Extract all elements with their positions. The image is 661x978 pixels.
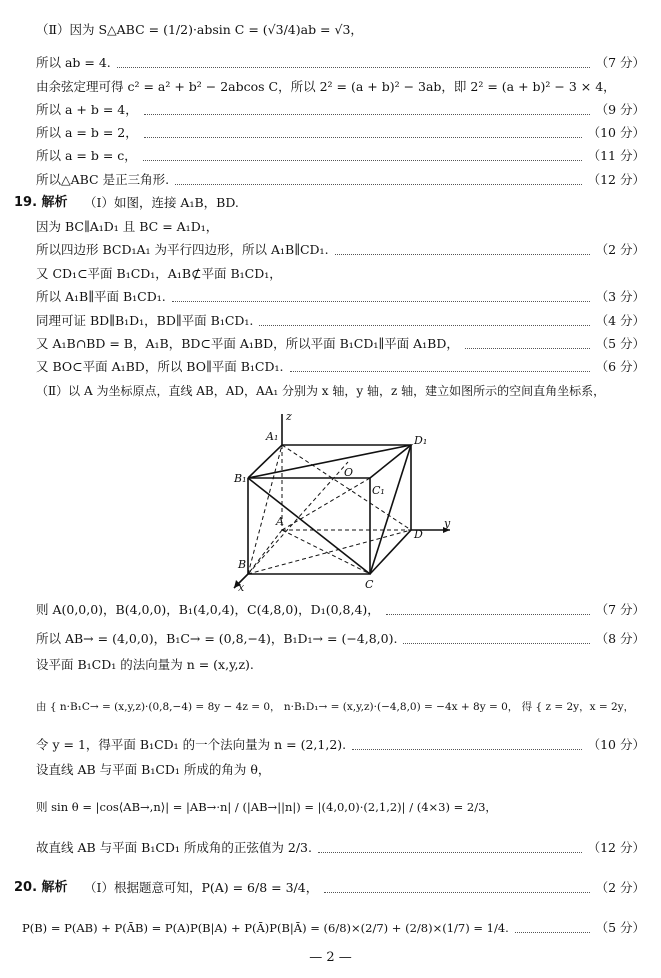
edge-A-B [248, 530, 282, 574]
line-text: 所以△ABC 是正三角形. [36, 172, 170, 187]
leader-dots [465, 348, 590, 349]
line-16 [36, 381, 645, 401]
label-D1: D₁ [414, 434, 428, 447]
line-19 [36, 655, 645, 675]
leader-dots [324, 892, 589, 893]
line-text: 因为 BC∥A₁D₁ 且 BC = A₁D₁， [36, 219, 219, 234]
line-text: 由 { n·B₁C→ = (x,y,z)·(0,8,−4) = 8y − 4z = 0， n·B₁D₁→ = (x,y,z)·(−4,8,0) = −4x + 8y = 0， 得 { z = 2y，x = 2y， [36, 701, 635, 713]
edge-A-C1 [282, 478, 370, 530]
score: （5 分） [595, 336, 645, 351]
line-text: 所以 a = b = 2， [36, 125, 138, 140]
line-text: 又 BO⊂平面 A₁BD，所以 BO∥平面 B₁CD₁. [36, 359, 284, 374]
score: （2 分） [595, 242, 645, 257]
line-text: 则 A(0,0,0)，B(4,0,0)，B₁(4,0,4)，C(4,8,0)，D₁(0,8,4)， [36, 602, 380, 617]
line-text: 由余弦定理可得 c² = a² + b² − 2abcos C，所以 2² = (a + b)² − 3ab，即 2² = (a + b)² − 3 × 4， [36, 79, 616, 94]
line-text: （Ⅱ）以 A 为坐标原点，直线 AB，AD，AA₁ 分别为 x 轴，y 轴，z 轴，建立如图所示的空间直角坐标系， [36, 384, 606, 398]
leader-dots [290, 371, 590, 372]
score: （12 分） [587, 840, 645, 855]
label-C: C [365, 578, 374, 591]
line-text: 设平面 B₁CD₁ 的法向量为 n = (x,y,z). [36, 657, 254, 672]
line-text: 所以 ab = 4. [36, 55, 111, 70]
line-2 [36, 53, 645, 73]
line-4 [36, 100, 645, 120]
label-y: y [444, 517, 451, 530]
leader-dots [352, 749, 581, 750]
leader-dots [172, 301, 590, 302]
edge-B1-D1 [248, 445, 411, 478]
edge-B-D [248, 530, 411, 574]
line-13 [36, 311, 645, 331]
line-text: 令 y = 1，得平面 B₁CD₁ 的一个法向量为 n = (2,1,2). [36, 737, 347, 752]
line-25 [84, 878, 645, 898]
label-O: O [344, 466, 354, 479]
line-11 [36, 264, 645, 284]
score: （8 分） [595, 631, 645, 646]
line-text: 设直线 AB 与平面 B₁CD₁ 所成的角为 θ， [36, 762, 271, 777]
cuboid-figure [228, 412, 468, 592]
line-21 [36, 735, 645, 755]
score: （9 分） [595, 102, 645, 117]
score: （7 分） [595, 602, 645, 617]
line-7 [36, 170, 645, 190]
edge-C-D1 [370, 445, 411, 574]
line-14 [36, 334, 645, 354]
line-text: 所以四边形 BCD₁A₁ 为平行四边形，所以 A₁B∥CD₁. [36, 242, 329, 257]
line-text: （Ⅰ）如图，连接 A₁B，BD. [84, 195, 239, 210]
line-9 [36, 217, 645, 237]
line-text: 所以 AB→ = (4,0,0)，B₁C→ = (0,8,−4)，B₁D₁→ = (−4,8,0). [36, 631, 398, 646]
line-text: （Ⅱ）因为 S△ABC = (1/2)·absin C = (√3/4)ab = √3， [36, 22, 363, 37]
score: （5 分） [595, 920, 645, 935]
line-text: （Ⅰ）根据题意可知，P(A) = 6/8 = 3/4， [84, 880, 319, 895]
line-text: 又 A₁B∩BD = B，A₁B，BD⊂平面 A₁BD，所以平面 B₁CD₁∥平面 A₁BD， [36, 336, 459, 351]
line-12 [36, 287, 645, 307]
line-17 [36, 600, 645, 620]
leader-dots [386, 614, 590, 615]
score: （12 分） [587, 172, 645, 187]
line-text: P(B) = P(AB) + P(ĀB) = P(A)P(B|A) + P(Ā)P(B|Ā) = (6/8)×(2/7) + (2/8)×(1/7) = 1/4. [22, 921, 509, 935]
line-8 [84, 193, 645, 213]
score: （10 分） [587, 737, 645, 752]
line-15 [36, 357, 645, 377]
leader-dots [144, 137, 582, 138]
score: （3 分） [595, 289, 645, 304]
label-A1: A₁ [266, 430, 279, 443]
label-D: D [414, 528, 423, 541]
page-number: — 2 — [309, 950, 352, 965]
edge-B-A1 [248, 445, 282, 574]
leader-dots [403, 643, 589, 644]
question-label-19: 19. 解析 [14, 195, 68, 210]
line-3 [36, 77, 645, 97]
line-1 [36, 20, 645, 40]
line-18 [36, 629, 645, 649]
line-20 [36, 697, 645, 717]
line-6 [36, 146, 645, 166]
edge-A-C [282, 530, 370, 574]
label-z: z [286, 412, 292, 423]
label-x: x [238, 581, 245, 592]
leader-dots [515, 932, 590, 933]
leader-dots [335, 254, 590, 255]
line-10 [36, 240, 645, 260]
line-24 [36, 838, 645, 858]
line-text: 则 sin θ = |cos⟨AB→,n⟩| = |AB→·n| / (|AB→||n|) = |(4,0,0)·(2,1,2)| / (4×3) = 2/3， [36, 800, 497, 814]
leader-dots [117, 67, 590, 68]
leader-dots [318, 852, 582, 853]
leader-dots [175, 184, 582, 185]
score: （4 分） [595, 313, 645, 328]
line-text: 所以 a + b = 4， [36, 102, 138, 117]
line-text: 所以 a = b = c， [36, 148, 137, 163]
label-C1: C₁ [372, 484, 385, 497]
edge-B1-C [248, 478, 370, 574]
leader-dots [144, 114, 590, 115]
line-26 [22, 918, 645, 938]
score: （7 分） [595, 55, 645, 70]
score: （11 分） [587, 148, 645, 163]
line-23 [36, 797, 645, 817]
line-5 [36, 123, 645, 143]
line-22 [36, 760, 645, 780]
score: （10 分） [587, 125, 645, 140]
score: （6 分） [595, 359, 645, 374]
line-text: 故直线 AB 与平面 B₁CD₁ 所成角的正弦值为 2/3. [36, 840, 312, 855]
question-label-20: 20. 解析 [14, 880, 68, 895]
leader-dots [143, 160, 582, 161]
label-A: A [276, 515, 284, 528]
line-text: 又 CD₁⊂平面 B₁CD₁，A₁B⊄平面 B₁CD₁， [36, 266, 282, 281]
line-text: 同理可证 BD∥B₁D₁，BD∥平面 B₁CD₁. [36, 313, 254, 328]
label-B: B [238, 558, 247, 571]
label-B1: B₁ [234, 472, 247, 485]
line-text: 所以 A₁B∥平面 B₁CD₁. [36, 289, 166, 304]
leader-dots [259, 325, 589, 326]
score: （2 分） [595, 880, 645, 895]
